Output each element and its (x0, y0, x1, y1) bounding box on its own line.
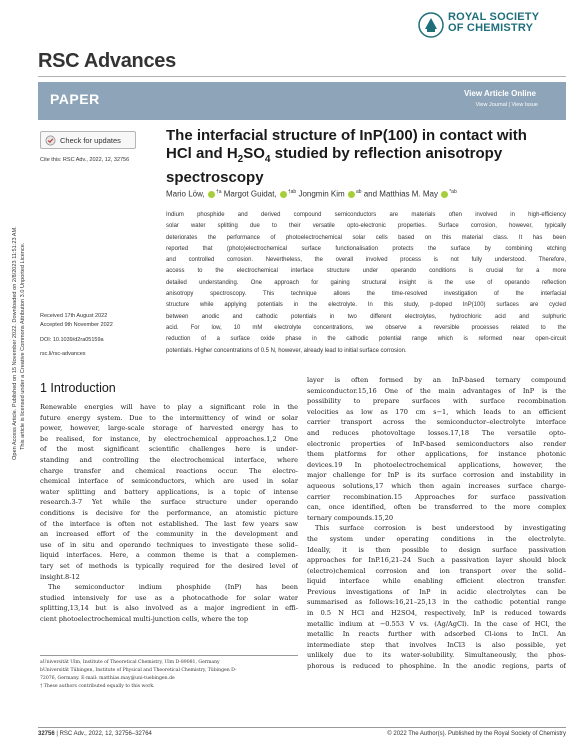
body-text-line: summarised as follows:16,21–25,13 in the cathodic potential range (307, 598, 566, 607)
paper-type-band (38, 82, 566, 120)
view-article-online-link[interactable]: View Article Online (463, 89, 536, 98)
body-column-right (307, 375, 566, 672)
section-heading-introduction: 1 Introduction (40, 381, 116, 395)
orcid-icon[interactable] (208, 191, 215, 198)
footer-citation (38, 731, 152, 737)
abstract-line: anisotropy spectroscopy. This technique allows the time-resolved investigation of the interfacial (166, 291, 566, 298)
body-text-line: studied intensively for use as a photocathode for solar water (40, 593, 298, 602)
body-text-line: devices.19 In photoelectrochemical applications, however, the (307, 460, 566, 469)
title-line2 (166, 145, 566, 169)
abstract-line: deteriorates the performance of photoelectrochemical solar cells based on this material class. It has been (166, 234, 566, 241)
body-text-line: intermediate step that involves InCl3 is also possible, yet (307, 640, 566, 649)
check-updates-icon (45, 135, 56, 146)
body-text-line: liquid interfaces. Here, a common theme is that a complemen- (40, 551, 298, 560)
body-text-line: approaches for InP.16,21–24 Such a passivation layer should block (307, 556, 566, 565)
body-text-line: electronic properties of InP-based semiconductors also render (307, 439, 566, 448)
logo-text-line1: ROYAL SOCIETY (448, 11, 540, 23)
body-text-line: ternary compounds.15,20 (307, 513, 394, 522)
header-divider (38, 76, 566, 77)
body-text-line: possibility to prepare surfaces with surface recombination (307, 397, 566, 406)
footnote-b-cont[interactable]: 72076, Germany. E-mail: matthias.may@uni-tuebingen.de (40, 676, 175, 681)
abstract-line: acid. For low, 10 mM electrolyte concentrations, we observe a reversible processes related to the (166, 324, 566, 331)
body-text-line: them platforms for other applications, for instance photonic (307, 450, 566, 459)
journal-url[interactable]: rsc.li/rsc-advances (40, 351, 86, 357)
author-name: Margot Guidat, (223, 189, 277, 199)
abstract-line: Indium phosphide and derived compound semiconductors are materials often involved in high-efficiency (166, 212, 566, 218)
body-text-line: an increased effort of the community in the development and (40, 530, 298, 539)
body-text-line: liquid interface while enabling efficient electron transfer. (307, 577, 566, 586)
abstract-line: structure while applying potentials in the electrolyte. In this study, p-doped InP(100) surfaces are cycled (166, 302, 566, 309)
open-access-notice (6, 150, 30, 460)
title-rest: studied by reflection anisotropy (270, 145, 503, 162)
author-name: Jongmin Kim (298, 189, 345, 199)
body-text-line: and reduces photovoltage losses.17,18 The versatile opto- (307, 428, 566, 437)
title-hcl: HCl and H (166, 145, 238, 162)
footnote-a: aUniversität Ulm, Institute of Theoretical Chemistry, Ulm D-89081, Germany (40, 660, 220, 665)
body-text-line: charge transfer and chemical reactions occur. The electro- (40, 466, 298, 475)
author-name: and Matthias M. May (363, 189, 438, 199)
footnote-dagger: † These authors contributed equally to this work. (40, 684, 155, 689)
check-updates-label: Check for updates (60, 136, 121, 145)
author-affil: †a (215, 189, 222, 195)
body-text-line: research.3-7 Yet while the surface structure under operando (40, 498, 298, 507)
body-text-line: The semiconductor indium phosphide (InP) has been (48, 583, 298, 592)
rsc-crest-icon (418, 12, 444, 38)
abstract-line: reduction of a surface oxide phase in the cathodic potential range which is reformed near open-circuit (166, 336, 566, 343)
title-line3: spectroscopy (166, 169, 264, 186)
body-text-line: Renewable energies will have to play a significant role in the (40, 403, 298, 411)
doi[interactable]: DOI: 10.1039/d2ra05159a (40, 337, 104, 343)
body-text-line: the system under operating conditions in the electrolyte. (307, 534, 566, 543)
rsc-logo (418, 8, 568, 46)
body-text-line: water splitting and battery applications, is a topic of intense (40, 487, 298, 496)
footnotes (40, 659, 298, 691)
body-text-line: metallic indium at −0.553 V vs. (Ag/AgCl). In the case of HCl, the (307, 619, 566, 628)
author-name: Mario Löw, (166, 189, 205, 199)
body-text-line: Ideally, it is then possible to design surface passivation (307, 545, 566, 554)
abstract (166, 210, 566, 357)
title-sub-2: 2 (237, 154, 244, 165)
body-text-line: standing and controlling the electrochemical interface, where (40, 455, 298, 464)
author-list (166, 189, 566, 199)
body-text-line: carrier recombination.15 Approaches for surface passivation (307, 492, 566, 501)
body-text-line: unlikely due to its water-solubility. Simultaneously, the phos- (307, 651, 566, 660)
title-so: SO (243, 145, 265, 162)
body-text-line: power, however, large-scale storage of harvested energy has to (40, 424, 298, 433)
body-text-line: semiconductor.15,16 One of the main advantages of InP is the (307, 386, 566, 395)
body-text-line: phorous is reduced to phosphine. In the anodic regions, parts of (307, 662, 566, 671)
body-text-line: conditions is decisive for the performance, an atomistic picture (40, 508, 298, 517)
body-text-line: Previous investigations of InP in acidic electrolytes can be (307, 587, 566, 596)
paper-type-label: PAPER (50, 91, 100, 107)
check-for-updates-button[interactable] (40, 131, 136, 149)
body-text-line: of the most significant scientific challenges here is under- (40, 445, 298, 454)
abstract-line: reported that (photo)electrochemical surface functionalisation protects the surface by combining etching (166, 245, 566, 252)
received-date: Received 17th August 2022 (40, 313, 108, 319)
body-text-line: in 0.5 N HCl and H2SO4, respectively, InP is reduced towards (307, 609, 566, 618)
orcid-icon[interactable] (348, 191, 355, 198)
author-affil: ab (355, 189, 362, 195)
author-affil: *ab (449, 189, 457, 195)
author-affil: †ab (287, 189, 297, 195)
body-text-line: can, once identified, often be transferred to the more complex (307, 503, 566, 512)
body-text-line: velocities as low as 170 cm s−1, which leads to an efficient (307, 407, 566, 416)
body-text-line: metallic In reacts further with adsorbed Cl-ions to InCl. An (307, 630, 566, 639)
abstract-line: access to the electrochemical interface structure under operando conditions is crucial for a more (166, 268, 566, 275)
footer-divider (38, 727, 566, 728)
accepted-date: Accepted 9th November 2022 (40, 322, 113, 328)
abstract-line: detailed understanding. One approach for gaining structural insight is the use of operando reflection (166, 279, 566, 286)
body-text-line: (electro)chemical corrosion and ion transport over the solid– (307, 566, 566, 575)
abstract-line: between anodic and cathodic potentials in two different electrolytes, hydrochloric acid and sulphuric (166, 313, 566, 320)
body-text-line: aqueous solutions,17 which then again increases surface charge- (307, 481, 566, 490)
body-text-line: major challenge for InP is its surface corrosion and instability in (307, 471, 566, 480)
body-text-line: splitting,13,14 but is also involved as a major ingredient in effi- (40, 604, 298, 613)
footnote-divider (40, 655, 298, 656)
body-text-line: cient photoelectrochemical multi-junction cells, where the top (40, 614, 249, 623)
body-text-line: This surface corrosion is best understood by investigating (315, 524, 566, 533)
page-number: 32756 (38, 731, 55, 737)
orcid-icon[interactable] (441, 191, 448, 198)
body-text-line: tary set of methods is typically required for the desired level of (40, 561, 298, 570)
body-text-line: insight.8-12 (40, 572, 80, 581)
article-title (166, 127, 566, 187)
title-sub-4: 4 (264, 154, 271, 165)
body-text-line: of the interface is often not established. The last few years saw (40, 519, 298, 528)
body-text-line: carrier transport across the semiconductor–electrolyte interface (307, 418, 566, 427)
body-text-line: future energy system. Due to the intermittency of wind or solar (40, 413, 298, 422)
journal-name: RSC Advances (38, 50, 176, 72)
orcid-icon[interactable] (280, 191, 287, 198)
open-access-line: Open Access Article. Published on 15 November 2022. Downloaded on 2/8/2023 11:51:23 AM. (12, 226, 18, 460)
body-text-line: layer is often formed by an InP-based ternary compound (307, 376, 566, 384)
body-text-line: chemical interface of semiconductors, which are used in solar (40, 477, 298, 486)
licence-line[interactable]: This article is licensed under a Creative Commons Attribution 3.0 Unported Licence. (20, 242, 26, 450)
abstract-line: and controlled corrosion. Nevertheless, the overall involved process is not fully understood. Therefore, (166, 257, 566, 264)
title-line1: The interfacial structure of InP(100) in contact with (166, 127, 527, 144)
abstract-line: solar water splitting due to their versatile opto-electronic properties. Surface corrosion, however, typically (166, 223, 566, 230)
abstract-line: potentials. Higher concentrations of 0.5 N, however, already lead to initial surface corrosion. (166, 347, 407, 354)
body-text-line: be realised, for instance, by electrochemical approaches.1,2 One (40, 434, 298, 443)
footer-copyright: © 2022 The Author(s). Published by the Royal Society of Chemistry (387, 731, 566, 737)
body-column-left (40, 402, 298, 624)
citation-line: Cite this: RSC Adv., 2022, 12, 32756 (40, 157, 130, 163)
logo-text-line2: OF CHEMISTRY (448, 22, 534, 34)
footer-journal: | RSC Adv., 2022, 12, 32756–32764 (54, 731, 152, 737)
footnote-b: bUniversität Tübingen, Institute of Physical and Theoretical Chemistry, Tübingen D- (40, 668, 237, 673)
body-text-line: use of in situ and operando techniques to investigate these solid– (40, 540, 298, 549)
view-journal-issue-links[interactable]: View Journal | View Issue (475, 102, 538, 108)
